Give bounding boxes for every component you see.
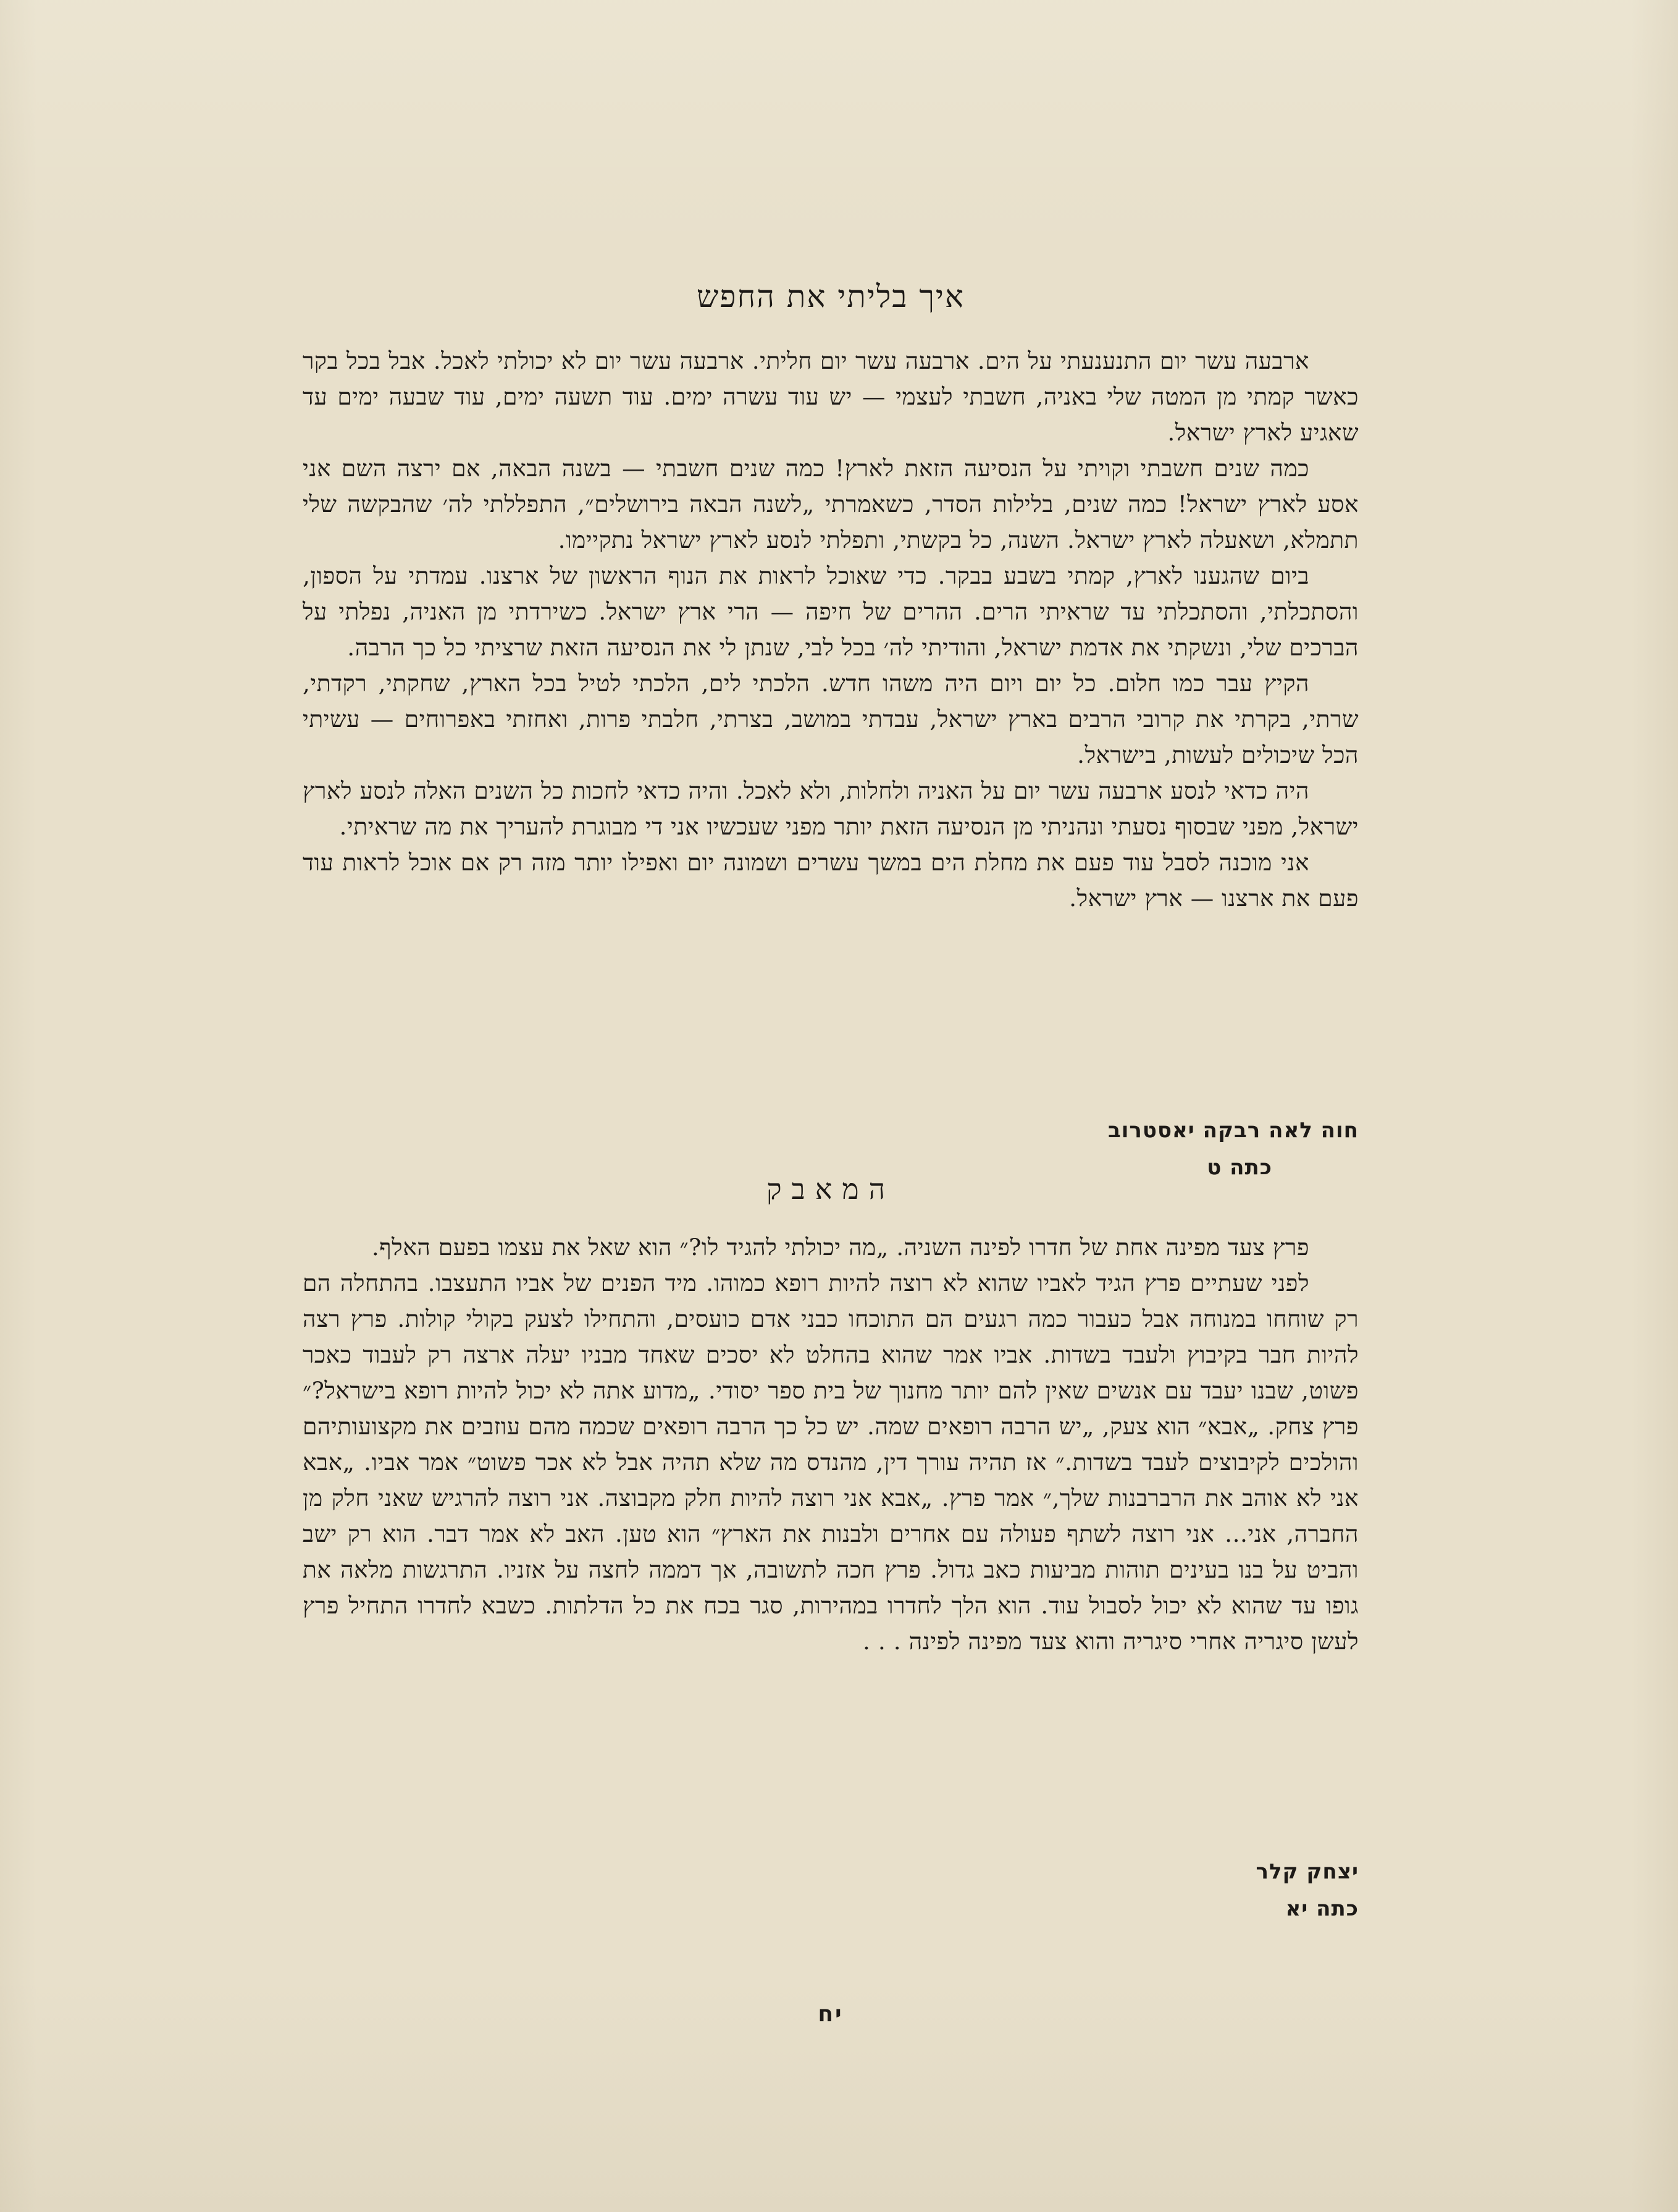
article-2-byline bbox=[1256, 1853, 1359, 1927]
paragraph: היה כדאי לנסע ארבעה עשר יום על האניה ולחלות, ולא לאכל. והיה כדאי לחכות כל השנים האלה לנסע לארץ ישראל, מפני שבסוף נסעתי ונהניתי מן הנסיעה הזאת יותר מפני שעכשיו אני די מבוגרת להעריך את מה שראיתי. bbox=[303, 777, 1359, 840]
paragraph: ארבעה עשר יום התנענעתי על הים. ארבעה עשר יום חליתי. ארבעה עשר יום לא יכולתי לאכל. אבל בכל בקר כאשר קמתי מן המטה שלי באניה, חשבתי לעצמי — יש עוד עשרה ימים. עוד תשעה ימים, עוד שבעה ימים עד שאגיע לארץ ישראל. bbox=[303, 347, 1359, 446]
book-page bbox=[303, 0, 1359, 2212]
article-1-body bbox=[303, 343, 1359, 916]
author-name: יצחק קלר bbox=[1256, 1859, 1359, 1884]
paragraph: אני מוכנה לסבל עוד פעם את מחלת הים במשך עשרים ושמונה יום ואפילו יותר מזה רק אם אוכל לראות עוד פעם את ארצנו — ארץ ישראל. bbox=[303, 849, 1359, 912]
paragraph: הקיץ עבר כמו חלום. כל יום ויום היה משהו חדש. הלכתי לים, הלכתי לטיל בכל הארץ, שחקתי, רקדתי, שרתי, בקרתי את קרובי הרבים בארץ ישראל, עבדתי במושב, בצרתי, חלבתי פרות, ואחזתי באפרוחים — עשיתי הכל שיכולים לעשות, בישראל. bbox=[303, 670, 1359, 768]
paragraph: כמה שנים חשבתי וקויתי על הנסיעה הזאת לארץ! כמה שנים חשבתי — בשנה הבאה, אם ירצה השם אני אסע לארץ ישראל! כמה שנים, בלילות הסדר, כשאמרתי „לשנה הבאה בירושלים״, התפללתי לה׳ שהבקשה שלי תתמלא, ושאעלה לארץ ישראל. השנה, כל בקשתי, ותפלתי לנסע לארץ ישראל נתקיימו. bbox=[303, 455, 1359, 553]
article-2-body bbox=[303, 1229, 1359, 1659]
author-name: חוה לאה רבקה יאסטרוב bbox=[1107, 1118, 1359, 1143]
paragraph: לפני שעתיים פרץ הגיד לאביו שהוא לא רוצה להיות רופא כמוהו. מיד הפנים של אביו התעצבו. בהתחלה הם רק שוחחו במנוחה אבל כעבור כמה רגעים הם התוכחו כבני אדם כועסים, והתחילו לצעק בקולי קולות. פרץ רצה להיות חבר בקיבוץ ולעבד בשדות. אביו אמר שהוא בהחלט לא יסכים שאחד מבניו יעלה ארצה רק לעבוד כאכר פשוט, שבנו יעבד עם אנשים שאין להם יותר מחנוך של בית ספר יסודי. „מדוע אתה לא יכול להיות רופא בישראל?״ פרץ צחק. „אבא״ הוא צעק, „יש הרבה רופאים שמה. יש כל כך הרבה רופאים שכמה מהם עוזבים את מקצועותיהם והולכים לקיבוצים לעבד בשדות.״ אז תהיה עורך דין, מהנדס מה שלא תהיה אבל לא אכר פשוט״ אמר אביו. „אבא אני לא אוהב את הרברבנות שלך,״ אמר פרץ. „אבא אני רוצה להיות חלק מקבוצה. אני רוצה להרגיש שאני חלק מן החברה, אני... אני רוצה לשתף פעולה עם אחרים ולבנות את הארץ״ הוא טען. האב לא אמר דבר. הוא רק ישב והביט על בנו בעינים תוהות מביעות כאב גדול. פרץ חכה לתשובה, אך דממה לחצה על אזניו. התרגשות מלאה את גופו עד שהוא לא יכול לסבול עוד. הוא הלך לחדרו במהירות, סגר בכח את כל הדלתות. כשבא לחדרו התחיל פרץ לעשן סיגריה אחרי סיגריה והוא צעד מפינה לפינה . . . bbox=[303, 1269, 1359, 1655]
article-1-title: איך בליתי את החפש bbox=[697, 279, 965, 314]
paragraph: פרץ צעד מפינה אחת של חדרו לפינה השניה. „מה יכולתי להגיד לו?״ הוא שאל את עצמו בפעם האלף. bbox=[371, 1234, 1309, 1261]
page-number: יח bbox=[818, 2001, 844, 2027]
author-grade: כתה ט bbox=[1207, 1155, 1272, 1180]
paragraph: ביום שהגענו לארץ, קמתי בשבע בבקר. כדי שאוכל לראות את הנוף הראשון של ארצנו. עמדתי על הספון, והסתכלתי, והסתכלתי עד שראיתי הרים. ההרים של חיפה — הרי ארץ ישראל. כשירדתי מן האניה, נפלתי על הברכים שלי, ונשקתי את אדמת ישראל, והודיתי לה׳ בכל לבי, שנתן לי את הנסיעה הזאת שרציתי כל כך הרבה. bbox=[303, 562, 1359, 661]
author-grade: כתה יא bbox=[1285, 1896, 1359, 1921]
article-2-title: המאבק bbox=[766, 1172, 896, 1206]
